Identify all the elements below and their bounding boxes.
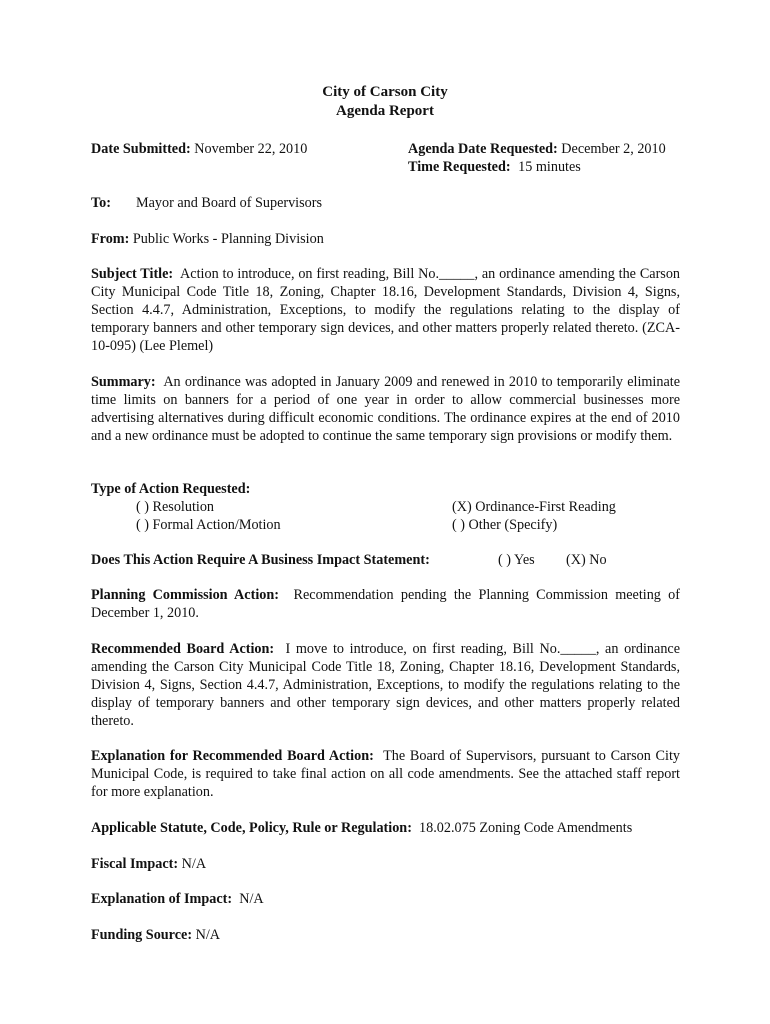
fiscal-value: N/A: [181, 856, 207, 872]
fiscal-impact: [91, 855, 206, 873]
statute-label: Applicable Statute, Code, Policy, Rule or Regulation:: [91, 820, 412, 836]
action-ordinance-first-reading: (X) Ordinance-First Reading: [452, 499, 616, 515]
summary-text: An ordinance was adopted in January 2009 and renewed in 2010 to temporarily eliminate time limits on banners for a period of one year in order to allow commercial businesses more advertising alternatives during difficult economic conditions. The ordinance expires at the end of 2010 and a new ordinance must be adopted to continue the same temporary sign provisions or modify them.: [91, 374, 680, 444]
report-title-agenda: Agenda Report: [336, 103, 434, 119]
recommended-text: I move to introduce, on first reading, Bill No._____, an ordinance amending the Carson City Municipal Code Title 18, Zoning, Chapter 18.16, Development Standards, Division 4, Signs, Section 4.4.7, Administration, Exceptions, to modify the regulations relating to the display of temporary banners and other temporary sign devices, and other matters properly related thereto.: [91, 641, 681, 729]
time-requested: [408, 158, 581, 176]
date-submitted-value: November 22, 2010: [194, 141, 308, 157]
action-other: ( ) Other (Specify): [452, 517, 558, 533]
agenda-date-requested: [408, 140, 666, 158]
business-impact-label: Does This Action Require A Business Impact Statement:: [91, 552, 430, 568]
funding-label: Funding Source:: [91, 927, 193, 943]
explanation-text: The Board of Supervisors, pursuant to Carson City Municipal Code, is required to take final action on all code amendments. See the attached staff report for more explanation.: [91, 748, 680, 800]
date-submitted: [91, 140, 307, 158]
fiscal-label: Fiscal Impact:: [91, 856, 179, 872]
from-line: [91, 230, 324, 248]
funding-source: [91, 926, 220, 944]
agenda-date-value: December 2, 2010: [561, 141, 666, 157]
explanation-recommended-action: [91, 747, 680, 801]
from-label: From:: [91, 231, 130, 247]
planning-text: Recommendation pending the Planning Commission meeting of December 1, 2010.: [91, 587, 680, 621]
date-submitted-label: Date Submitted:: [91, 141, 191, 157]
summary-label: Summary:: [91, 374, 156, 390]
statute-value: 18.02.075 Zoning Code Amendments: [419, 820, 633, 836]
time-requested-label: Time Requested:: [408, 159, 511, 175]
funding-value: N/A: [195, 927, 221, 943]
impact-label: Explanation of Impact:: [91, 891, 233, 907]
subject-title: [91, 265, 680, 355]
time-requested-value: 15 minutes: [518, 159, 581, 175]
business-impact-no: (X) No: [566, 552, 607, 568]
impact-value: N/A: [239, 891, 264, 907]
explanation-label: Explanation for Recommended Board Action:: [91, 748, 374, 764]
summary: [91, 373, 680, 445]
action-formal-motion: ( ) Formal Action/Motion: [136, 517, 281, 533]
action-type-label: Type of Action Requested:: [91, 481, 251, 497]
subject-label: Subject Title:: [91, 266, 174, 282]
recommended-board-action: [91, 640, 680, 730]
action-resolution: ( ) Resolution: [136, 499, 215, 515]
explanation-of-impact: [91, 890, 264, 908]
agenda-date-label: Agenda Date Requested:: [408, 141, 558, 157]
to-label: To:: [91, 195, 111, 211]
report-title-city: City of Carson City: [322, 84, 448, 100]
recommended-label: Recommended Board Action:: [91, 641, 275, 657]
planning-label: Planning Commission Action:: [91, 587, 279, 603]
from-value: Public Works - Planning Division: [132, 231, 324, 247]
subject-text: Action to introduce, on first reading, Bill No._____, an ordinance amending the Carson City Municipal Code Title 18, Zoning, Chapter 18.16, Development Standards, Division 4, Signs, Section 4.4.7, Administration, Exceptions, to modify the regulations relating to the display of temporary banners and other temporary sign devices, and other matters properly related thereto. (ZCA-10-095) (Lee Plemel): [91, 266, 681, 354]
to-value: Mayor and Board of Supervisors: [136, 195, 322, 211]
business-impact-yes: ( ) Yes: [498, 552, 535, 568]
planning-commission-action: [91, 586, 680, 622]
applicable-statute: [91, 819, 632, 837]
